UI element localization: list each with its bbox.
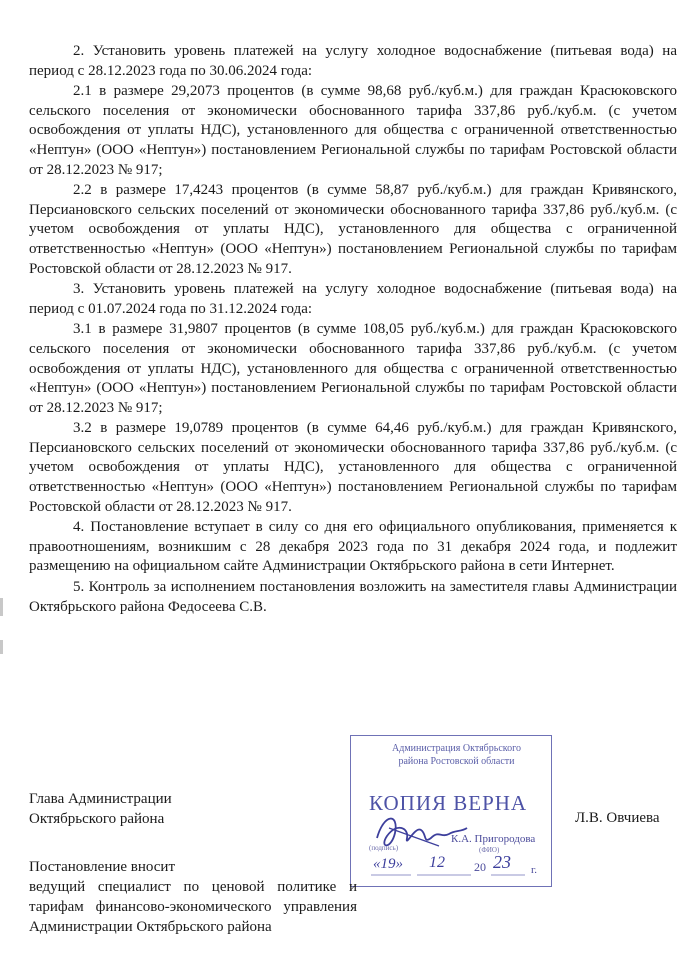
stamp-org bbox=[369, 742, 544, 768]
signature-name: Л.В. Овчиева bbox=[575, 810, 660, 826]
paragraph-2-2: 2.2 в размере 17,4243 процентов (в сумме 58,87 руб./куб.м.) для граждан Кривянского, Персиановского сельских поселений от экономически обоснованного тарифа 337,86 руб./куб.м. (с учетом освобождения от уплаты НДС), установленного для общества с ограниченной ответственностью «Нептун» (ООО «Нептун») постановлением Региональной службы по тарифам Ростовской области от 28.12.2023 № 917. bbox=[29, 182, 677, 277]
paragraph-4: 4. Постановление вступает в силу со дня его официального опубликования, применяется к правоотношениям, возникшим с 28 декабря 2023 года по 31 декабря 2024 года, и подлежит размещению на официальном сайте Администрации Октябрьского района в сети Интернет. bbox=[29, 519, 677, 575]
stamp-org-line2: района Ростовской области bbox=[398, 756, 515, 767]
stamp-month: 12 bbox=[429, 854, 445, 871]
paragraph-3-2: 3.2 в размере 19,0789 процентов (в сумме 64,46 руб./куб.м.) для граждан Кривянского, Персиановского сельских поселений от экономически обоснованного тарифа 337,86 руб./куб.м. (с учетом освобождения от уплаты НДС), установленного для общества с ограниченной ответственностью «Нептун» (ООО «Нептун») постановлением Региональной службы по тарифам Ростовской области от 28.12.2023 № 917. bbox=[29, 420, 677, 515]
paragraph-2: 2. Установить уровень платежей на услугу холодное водоснабжение (питьевая вода) на период с 28.12.2023 года по 30.06.2024 года: bbox=[29, 43, 677, 79]
stamp-sub-sign: (подпись) bbox=[369, 844, 399, 852]
stamp-year: 23 bbox=[493, 852, 511, 872]
stamp-org-line1: Администрация Октябрьского bbox=[392, 743, 521, 754]
stamp-person: К.А. Пригородова bbox=[451, 833, 536, 845]
stamp-title: КОПИЯ ВЕРНА bbox=[369, 791, 528, 815]
stamp-day: «19» bbox=[373, 856, 403, 872]
scan-edge-mark bbox=[0, 598, 3, 616]
paragraph-5: 5. Контроль за исполнением постановления возложить на заместителя главы Администрации Октябрьского района Федосеева С.В. bbox=[29, 579, 677, 615]
stamp-sub-name: (ФИО) bbox=[479, 846, 500, 854]
signature-position-line2: Октябрьского района bbox=[29, 811, 165, 827]
scan-edge-mark bbox=[0, 640, 3, 654]
signature-position-line1: Глава Администрации bbox=[29, 791, 172, 807]
stamp-century: 20 bbox=[474, 860, 486, 874]
paragraph-3: 3. Установить уровень платежей на услугу холодное водоснабжение (питьевая вода) на период с 01.07.2024 года по 31.12.2024 года: bbox=[29, 281, 677, 317]
stamp-year-suffix: г. bbox=[531, 864, 538, 876]
paragraph-3-1: 3.1 в размере 31,9807 процентов (в сумме 108,05 руб./куб.м.) для граждан Красюковского сельского поселения от экономически обоснованного тарифа 337,86 руб./куб.м. (с учетом освобождения от уплаты НДС), установленного для общества с ограниченной ответственностью «Нептун» (ООО «Нептун») постановлением Региональной службы по тарифам Ростовской области от 28.12.2023 № 917; bbox=[29, 321, 677, 416]
note-text: ведущий специалист по ценовой политике и тарифам финансово-экономического управления Администрации Октябрьского района bbox=[29, 879, 357, 935]
document-body bbox=[29, 42, 677, 618]
copy-verified-stamp bbox=[350, 735, 552, 887]
paragraph-2-1: 2.1 в размере 29,2073 процентов (в сумме 98,68 руб./куб.м.) для граждан Красюковского сельского поселения от экономически обоснованного тарифа 337,86 руб./куб.м. (с учетом освобождения от уплаты НДС), установленного для общества с ограниченной ответственностью «Нептун» (ООО «Нептун») постановлением Региональной службы по тарифам Ростовской области от 28.12.2023 № 917; bbox=[29, 83, 677, 178]
note-title: Постановление вносит bbox=[29, 859, 176, 875]
prepared-by-note bbox=[29, 857, 357, 937]
signature-position bbox=[29, 789, 172, 829]
